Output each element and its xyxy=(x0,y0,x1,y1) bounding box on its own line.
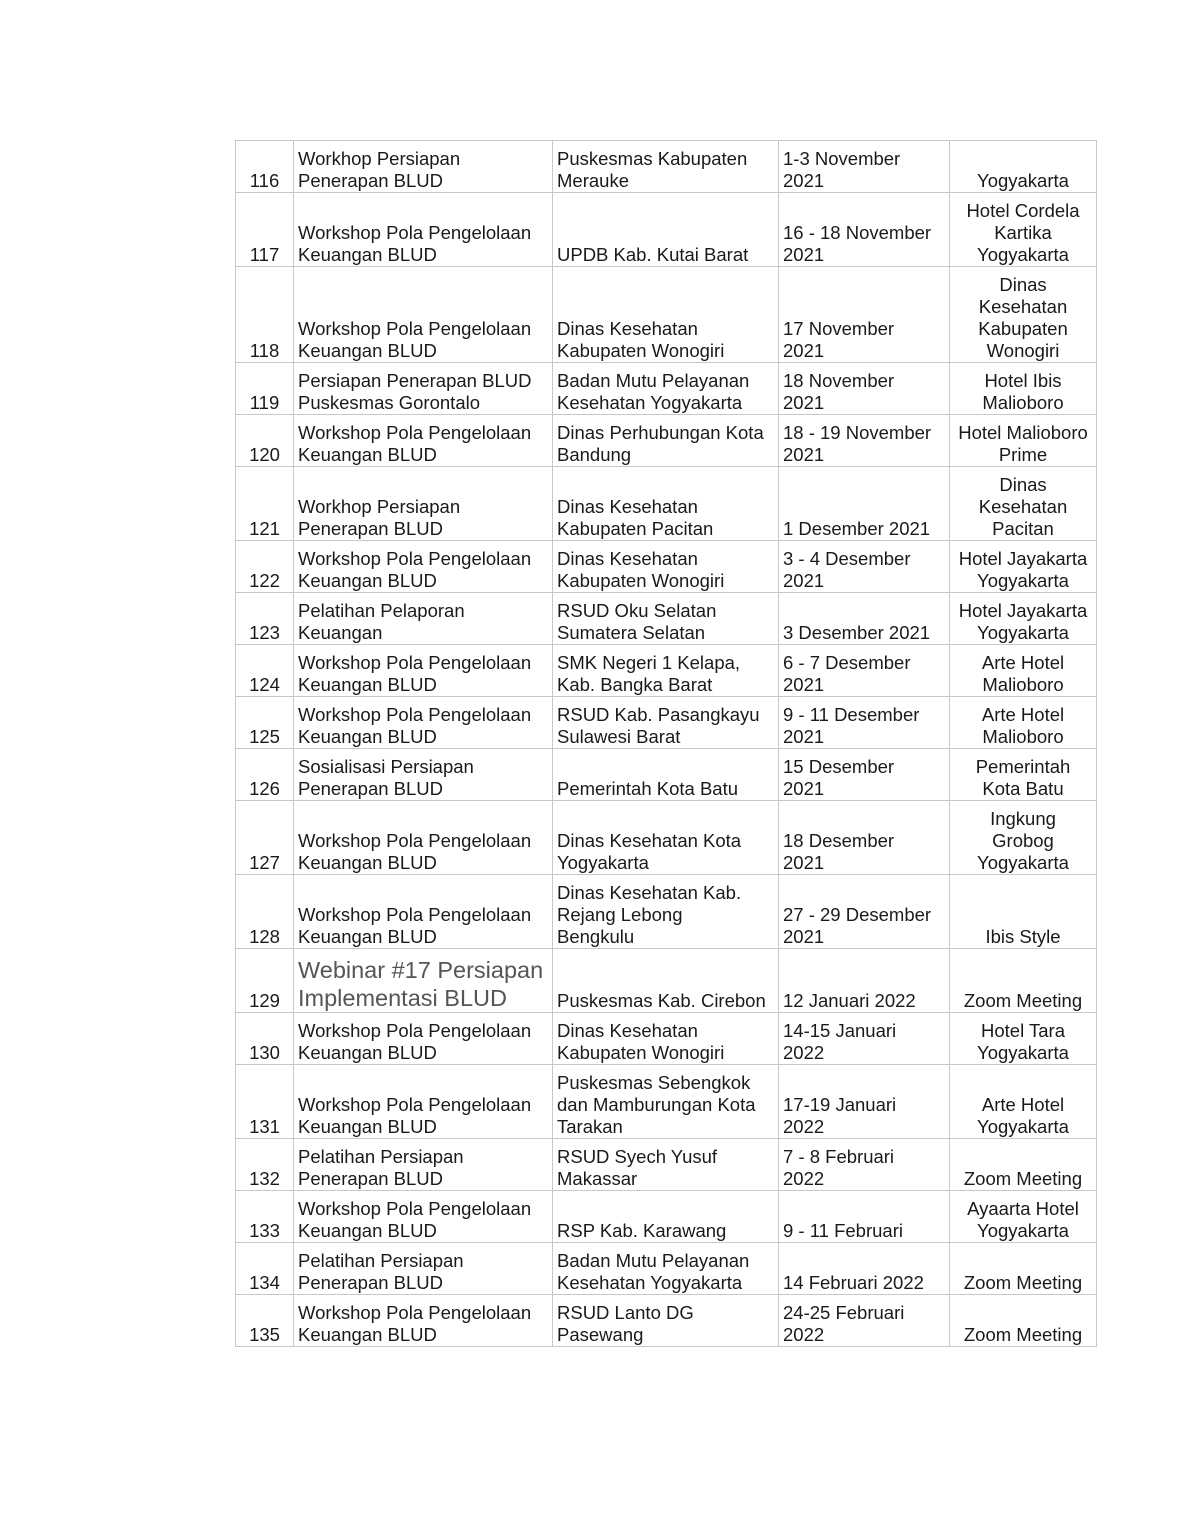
organization: RSP Kab. Karawang xyxy=(553,1191,779,1243)
event-name: Workshop Pola Pengelolaan Keuangan BLUD xyxy=(294,875,553,949)
row-number: 134 xyxy=(236,1243,294,1295)
organization: Badan Mutu Pelayanan Kesehatan Yogyakarta xyxy=(553,1243,779,1295)
table-row xyxy=(236,1139,1097,1191)
event-date: 7 - 8 Februari 2022 xyxy=(779,1139,950,1191)
organization: Dinas Kesehatan Kabupaten Wonogiri xyxy=(553,267,779,363)
event-name: Workshop Pola Pengelolaan Keuangan BLUD xyxy=(294,1191,553,1243)
organization: RSUD Lanto DG Pasewang xyxy=(553,1295,779,1347)
table-row xyxy=(236,801,1097,875)
event-venue: Pemerintah Kota Batu xyxy=(950,749,1097,801)
organization: Badan Mutu Pelayanan Kesehatan Yogyakarta xyxy=(553,363,779,415)
organization: Dinas Kesehatan Kota Yogyakarta xyxy=(553,801,779,875)
table-body xyxy=(236,141,1097,1347)
event-date: 3 Desember 2021 xyxy=(779,593,950,645)
event-name: Workhop Persiapan Penerapan BLUD xyxy=(294,467,553,541)
event-name: Workshop Pola Pengelolaan Keuangan BLUD xyxy=(294,541,553,593)
row-number: 122 xyxy=(236,541,294,593)
table-row xyxy=(236,363,1097,415)
event-venue: Dinas Kesehatan Kabupaten Wonogiri xyxy=(950,267,1097,363)
table-row xyxy=(236,141,1097,193)
organization: Puskesmas Sebengkok dan Mamburungan Kota Tarakan xyxy=(553,1065,779,1139)
table-row xyxy=(236,749,1097,801)
event-name: Pelatihan Persiapan Penerapan BLUD xyxy=(294,1139,553,1191)
event-date: 9 - 11 Februari xyxy=(779,1191,950,1243)
event-date: 14-15 Januari 2022 xyxy=(779,1013,950,1065)
row-number: 133 xyxy=(236,1191,294,1243)
event-name: Workshop Pola Pengelolaan Keuangan BLUD xyxy=(294,193,553,267)
table-row xyxy=(236,467,1097,541)
organization: Dinas Kesehatan Kabupaten Wonogiri xyxy=(553,1013,779,1065)
event-venue: Hotel Jayakarta Yogyakarta xyxy=(950,541,1097,593)
table-row xyxy=(236,875,1097,949)
event-name: Workshop Pola Pengelolaan Keuangan BLUD xyxy=(294,645,553,697)
organization: SMK Negeri 1 Kelapa, Kab. Bangka Barat xyxy=(553,645,779,697)
row-number: 132 xyxy=(236,1139,294,1191)
event-date: 18 Desember 2021 xyxy=(779,801,950,875)
row-number: 116 xyxy=(236,141,294,193)
event-date: 9 - 11 Desember 2021 xyxy=(779,697,950,749)
table-row xyxy=(236,267,1097,363)
organization: Puskesmas Kabupaten Merauke xyxy=(553,141,779,193)
event-venue: Zoom Meeting xyxy=(950,1295,1097,1347)
event-date: 18 November 2021 xyxy=(779,363,950,415)
row-number: 127 xyxy=(236,801,294,875)
event-date: 17 November 2021 xyxy=(779,267,950,363)
event-venue: Hotel Malioboro Prime xyxy=(950,415,1097,467)
table-row xyxy=(236,193,1097,267)
event-name: Sosialisasi Persiapan Penerapan BLUD xyxy=(294,749,553,801)
event-date: 27 - 29 Desember 2021 xyxy=(779,875,950,949)
event-name: Workshop Pola Pengelolaan Keuangan BLUD xyxy=(294,415,553,467)
row-number: 125 xyxy=(236,697,294,749)
organization: Pemerintah Kota Batu xyxy=(553,749,779,801)
event-venue: Ibis Style xyxy=(950,875,1097,949)
row-number: 126 xyxy=(236,749,294,801)
event-date: 14 Februari 2022 xyxy=(779,1243,950,1295)
event-date: 3 - 4 Desember 2021 xyxy=(779,541,950,593)
table-row xyxy=(236,1295,1097,1347)
table-row xyxy=(236,1065,1097,1139)
row-number: 123 xyxy=(236,593,294,645)
event-name: Workshop Pola Pengelolaan Keuangan BLUD xyxy=(294,1065,553,1139)
event-venue: Hotel Ibis Malioboro xyxy=(950,363,1097,415)
event-venue: Yogyakarta xyxy=(950,141,1097,193)
event-name: Workshop Pola Pengelolaan Keuangan BLUD xyxy=(294,1295,553,1347)
organization: RSUD Kab. Pasangkayu Sulawesi Barat xyxy=(553,697,779,749)
table-row xyxy=(236,593,1097,645)
event-venue: Arte Hotel Yogyakarta xyxy=(950,1065,1097,1139)
event-name: Pelatihan Persiapan Penerapan BLUD xyxy=(294,1243,553,1295)
table-row xyxy=(236,415,1097,467)
event-name: Workshop Pola Pengelolaan Keuangan BLUD xyxy=(294,697,553,749)
organization: Dinas Perhubungan Kota Bandung xyxy=(553,415,779,467)
event-name: Workshop Pola Pengelolaan Keuangan BLUD xyxy=(294,267,553,363)
event-date: 1 Desember 2021 xyxy=(779,467,950,541)
event-date: 6 - 7 Desember 2021 xyxy=(779,645,950,697)
table-row xyxy=(236,1191,1097,1243)
event-name: Pelatihan Pelaporan Keuangan xyxy=(294,593,553,645)
organization: UPDB Kab. Kutai Barat xyxy=(553,193,779,267)
event-date: 24-25 Februari 2022 xyxy=(779,1295,950,1347)
row-number: 131 xyxy=(236,1065,294,1139)
table-row xyxy=(236,697,1097,749)
event-venue: Zoom Meeting xyxy=(950,949,1097,1013)
row-number: 117 xyxy=(236,193,294,267)
event-venue: Ingkung Grobog Yogyakarta xyxy=(950,801,1097,875)
event-venue: Hotel Cordela Kartika Yogyakarta xyxy=(950,193,1097,267)
row-number: 120 xyxy=(236,415,294,467)
event-date: 15 Desember 2021 xyxy=(779,749,950,801)
table-row xyxy=(236,645,1097,697)
event-date: 12 Januari 2022 xyxy=(779,949,950,1013)
event-name: Workhop Persiapan Penerapan BLUD xyxy=(294,141,553,193)
organization: Puskesmas Kab. Cirebon xyxy=(553,949,779,1013)
row-number: 135 xyxy=(236,1295,294,1347)
event-name: Webinar #17 Persiapan Implementasi BLUD xyxy=(294,949,553,1013)
event-date: 1-3 November 2021 xyxy=(779,141,950,193)
event-venue: Zoom Meeting xyxy=(950,1139,1097,1191)
organization: Dinas Kesehatan Kabupaten Wonogiri xyxy=(553,541,779,593)
organization: RSUD Syech Yusuf Makassar xyxy=(553,1139,779,1191)
event-date: 17-19 Januari 2022 xyxy=(779,1065,950,1139)
row-number: 118 xyxy=(236,267,294,363)
event-name: Workshop Pola Pengelolaan Keuangan BLUD xyxy=(294,801,553,875)
event-venue: Arte Hotel Malioboro xyxy=(950,697,1097,749)
organization: Dinas Kesehatan Kab. Rejang Lebong Bengkulu xyxy=(553,875,779,949)
event-name: Persiapan Penerapan BLUD Puskesmas Gorontalo xyxy=(294,363,553,415)
row-number: 119 xyxy=(236,363,294,415)
table-row xyxy=(236,949,1097,1013)
event-venue: Arte Hotel Malioboro xyxy=(950,645,1097,697)
event-date: 18 - 19 November 2021 xyxy=(779,415,950,467)
table-row xyxy=(236,1013,1097,1065)
event-venue: Ayaarta Hotel Yogyakarta xyxy=(950,1191,1097,1243)
row-number: 121 xyxy=(236,467,294,541)
row-number: 130 xyxy=(236,1013,294,1065)
organization: Dinas Kesehatan Kabupaten Pacitan xyxy=(553,467,779,541)
event-venue: Zoom Meeting xyxy=(950,1243,1097,1295)
event-venue: Dinas Kesehatan Pacitan xyxy=(950,467,1097,541)
row-number: 128 xyxy=(236,875,294,949)
row-number: 129 xyxy=(236,949,294,1013)
event-date: 16 - 18 November 2021 xyxy=(779,193,950,267)
organization: RSUD Oku Selatan Sumatera Selatan xyxy=(553,593,779,645)
event-name: Workshop Pola Pengelolaan Keuangan BLUD xyxy=(294,1013,553,1065)
row-number: 124 xyxy=(236,645,294,697)
event-venue: Hotel Jayakarta Yogyakarta xyxy=(950,593,1097,645)
table-row xyxy=(236,541,1097,593)
table-row xyxy=(236,1243,1097,1295)
event-venue: Hotel Tara Yogyakarta xyxy=(950,1013,1097,1065)
activity-table xyxy=(235,140,1097,1347)
